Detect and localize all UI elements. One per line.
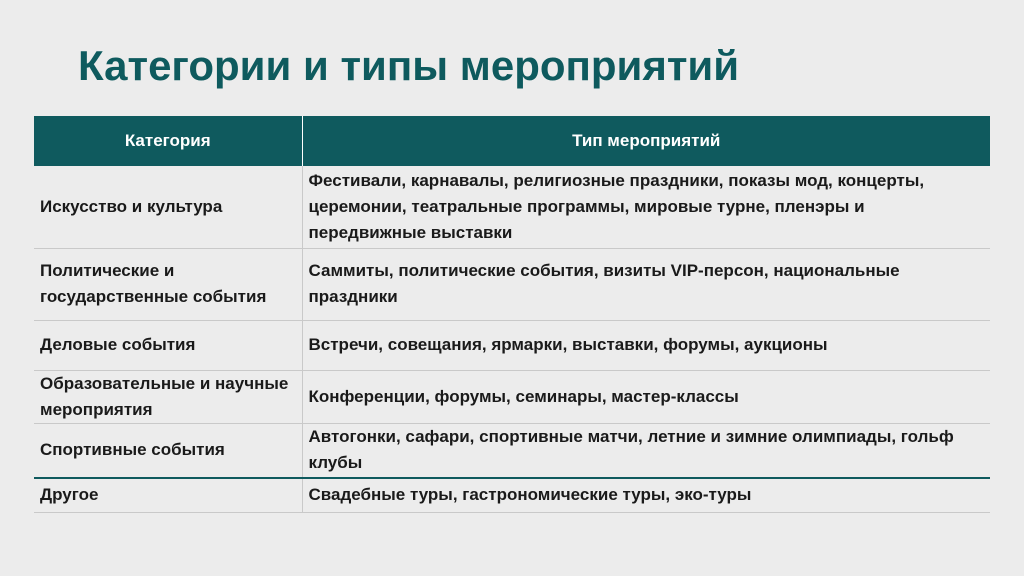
type-cell: Конференции, форумы, семинары, мастер-классы [302,370,990,423]
table-row [34,166,990,248]
table-row [34,423,990,478]
slide-title: Категории и типы мероприятий [78,42,740,89]
table-header-row [34,116,990,166]
category-cell: Другое [34,478,302,512]
header-type: Тип мероприятий [302,116,990,166]
header-category: Категория [34,116,302,166]
table-row [34,478,990,512]
category-cell: Образовательные и научные мероприятия [34,370,302,423]
type-cell: Свадебные туры, гастрономические туры, эко-туры [302,478,990,512]
category-cell: Искусство и культура [34,166,302,248]
type-cell: Фестивали, карнавалы, религиозные праздники, показы мод, концерты, церемонии, театральные программы, мировые турне, пленэры и передвижные выставки [302,166,990,248]
table-row [34,248,990,320]
category-cell: Деловые события [34,320,302,370]
table-row [34,370,990,423]
category-cell: Политические и государственные события [34,248,302,320]
type-cell: Автогонки, сафари, спортивные матчи, летние и зимние олимпиады, гольф клубы [302,423,990,478]
category-cell: Спортивные события [34,423,302,478]
type-cell: Саммиты, политические события, визиты VIP-персон, национальные праздники [302,248,990,320]
events-table [34,116,990,513]
table-row [34,320,990,370]
type-cell: Встречи, совещания, ярмарки, выставки, форумы, аукционы [302,320,990,370]
